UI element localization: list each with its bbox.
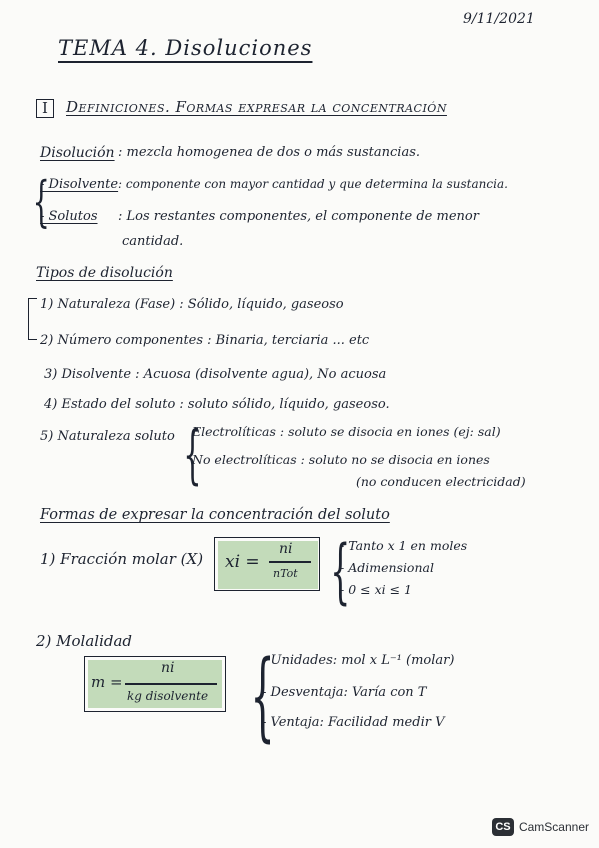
fraccion-note-1: - Tanto x 1 en moles bbox=[340, 538, 468, 553]
molalidad-fraction-bar bbox=[125, 683, 217, 685]
disolvente-definition: : componente con mayor cantidad y que determina la sustancia. bbox=[118, 177, 508, 191]
camscanner-logo-icon: CS bbox=[492, 818, 514, 836]
fraccion-note-2: - Adimensional bbox=[340, 560, 434, 575]
nat-soluto-brace: { bbox=[183, 418, 202, 492]
fraccion-note-3: - 0 ≤ xi ≤ 1 bbox=[340, 582, 412, 597]
molalidad-denominator: kg disolvente bbox=[127, 689, 209, 703]
fraccion-fraction-bar bbox=[269, 561, 311, 563]
fraccion-numerator: ni bbox=[279, 541, 293, 557]
tipo-item-1: 1) Naturaleza (Fase) : Sólido, líquido, gaseoso bbox=[40, 297, 344, 312]
molalidad-note-2: - Desventaja: Varía con T bbox=[262, 685, 427, 700]
molalidad-note-3: - Ventaja: Facilidad medir V bbox=[262, 715, 445, 730]
molalidad-notes-brace: { bbox=[250, 640, 275, 752]
section-heading: Definiciones. Formas expresar la concentración bbox=[66, 98, 447, 116]
molalidad-note-1: - Unidades: mol x L⁻¹ (molar) bbox=[262, 653, 455, 668]
disolucion-definition: : mezcla homogenea de dos o más sustancias. bbox=[118, 145, 421, 160]
tipo-item-3: 3) Disolvente : Acuosa (disolvente agua), No acuosa bbox=[44, 367, 387, 382]
formas-heading: Formas de expresar la concentración del soluto bbox=[40, 507, 390, 523]
disolucion-term: Disolución bbox=[40, 145, 115, 161]
section-number: I bbox=[36, 99, 54, 118]
solutos-term: - Solutos bbox=[40, 209, 98, 224]
fraccion-lhs: xi = bbox=[225, 552, 260, 572]
tipos-bracket bbox=[28, 298, 37, 340]
solutos-definition: : Los restantes componentes, el componente de menor bbox=[118, 209, 479, 224]
nat-soluto-electroliticas: Electrolíticas : soluto se disocia en iones (ej: sal) bbox=[192, 424, 501, 439]
disolvente-term: - Disolvente bbox=[40, 177, 119, 192]
fraccion-formula-box bbox=[214, 537, 320, 591]
page-title: TEMA 4. Disoluciones bbox=[58, 36, 313, 60]
molalidad-formula-box bbox=[84, 656, 226, 712]
definitions-brace: { bbox=[32, 170, 50, 233]
fraccion-notes-brace: { bbox=[330, 530, 351, 612]
fraccion-label: 1) Fracción molar (X) bbox=[40, 550, 204, 568]
molalidad-lhs: m = bbox=[91, 673, 123, 691]
nat-soluto-no-conducen: (no conducen electricidad) bbox=[356, 474, 526, 489]
molalidad-numerator: ni bbox=[161, 660, 175, 676]
tipo-item-4: 4) Estado del soluto : soluto sólido, líquido, gaseoso. bbox=[44, 397, 390, 412]
tipo-item-2: 2) Número componentes : Binaria, terciaria ... etc bbox=[40, 333, 370, 348]
date: 9/11/2021 bbox=[463, 11, 535, 27]
nat-soluto-no-electroliticas: No electrolíticas : soluto no se disocia en iones bbox=[192, 452, 490, 467]
solutos-definition-cont: cantidad. bbox=[122, 234, 184, 249]
camscanner-watermark bbox=[492, 818, 589, 836]
tipos-heading: Tipos de disolución bbox=[36, 265, 173, 281]
tipo-item-5: 5) Naturaleza soluto bbox=[40, 429, 175, 444]
fraccion-denominator: nTot bbox=[273, 567, 298, 580]
molalidad-label: 2) Molalidad bbox=[36, 632, 133, 650]
camscanner-text: CamScanner bbox=[518, 820, 589, 834]
